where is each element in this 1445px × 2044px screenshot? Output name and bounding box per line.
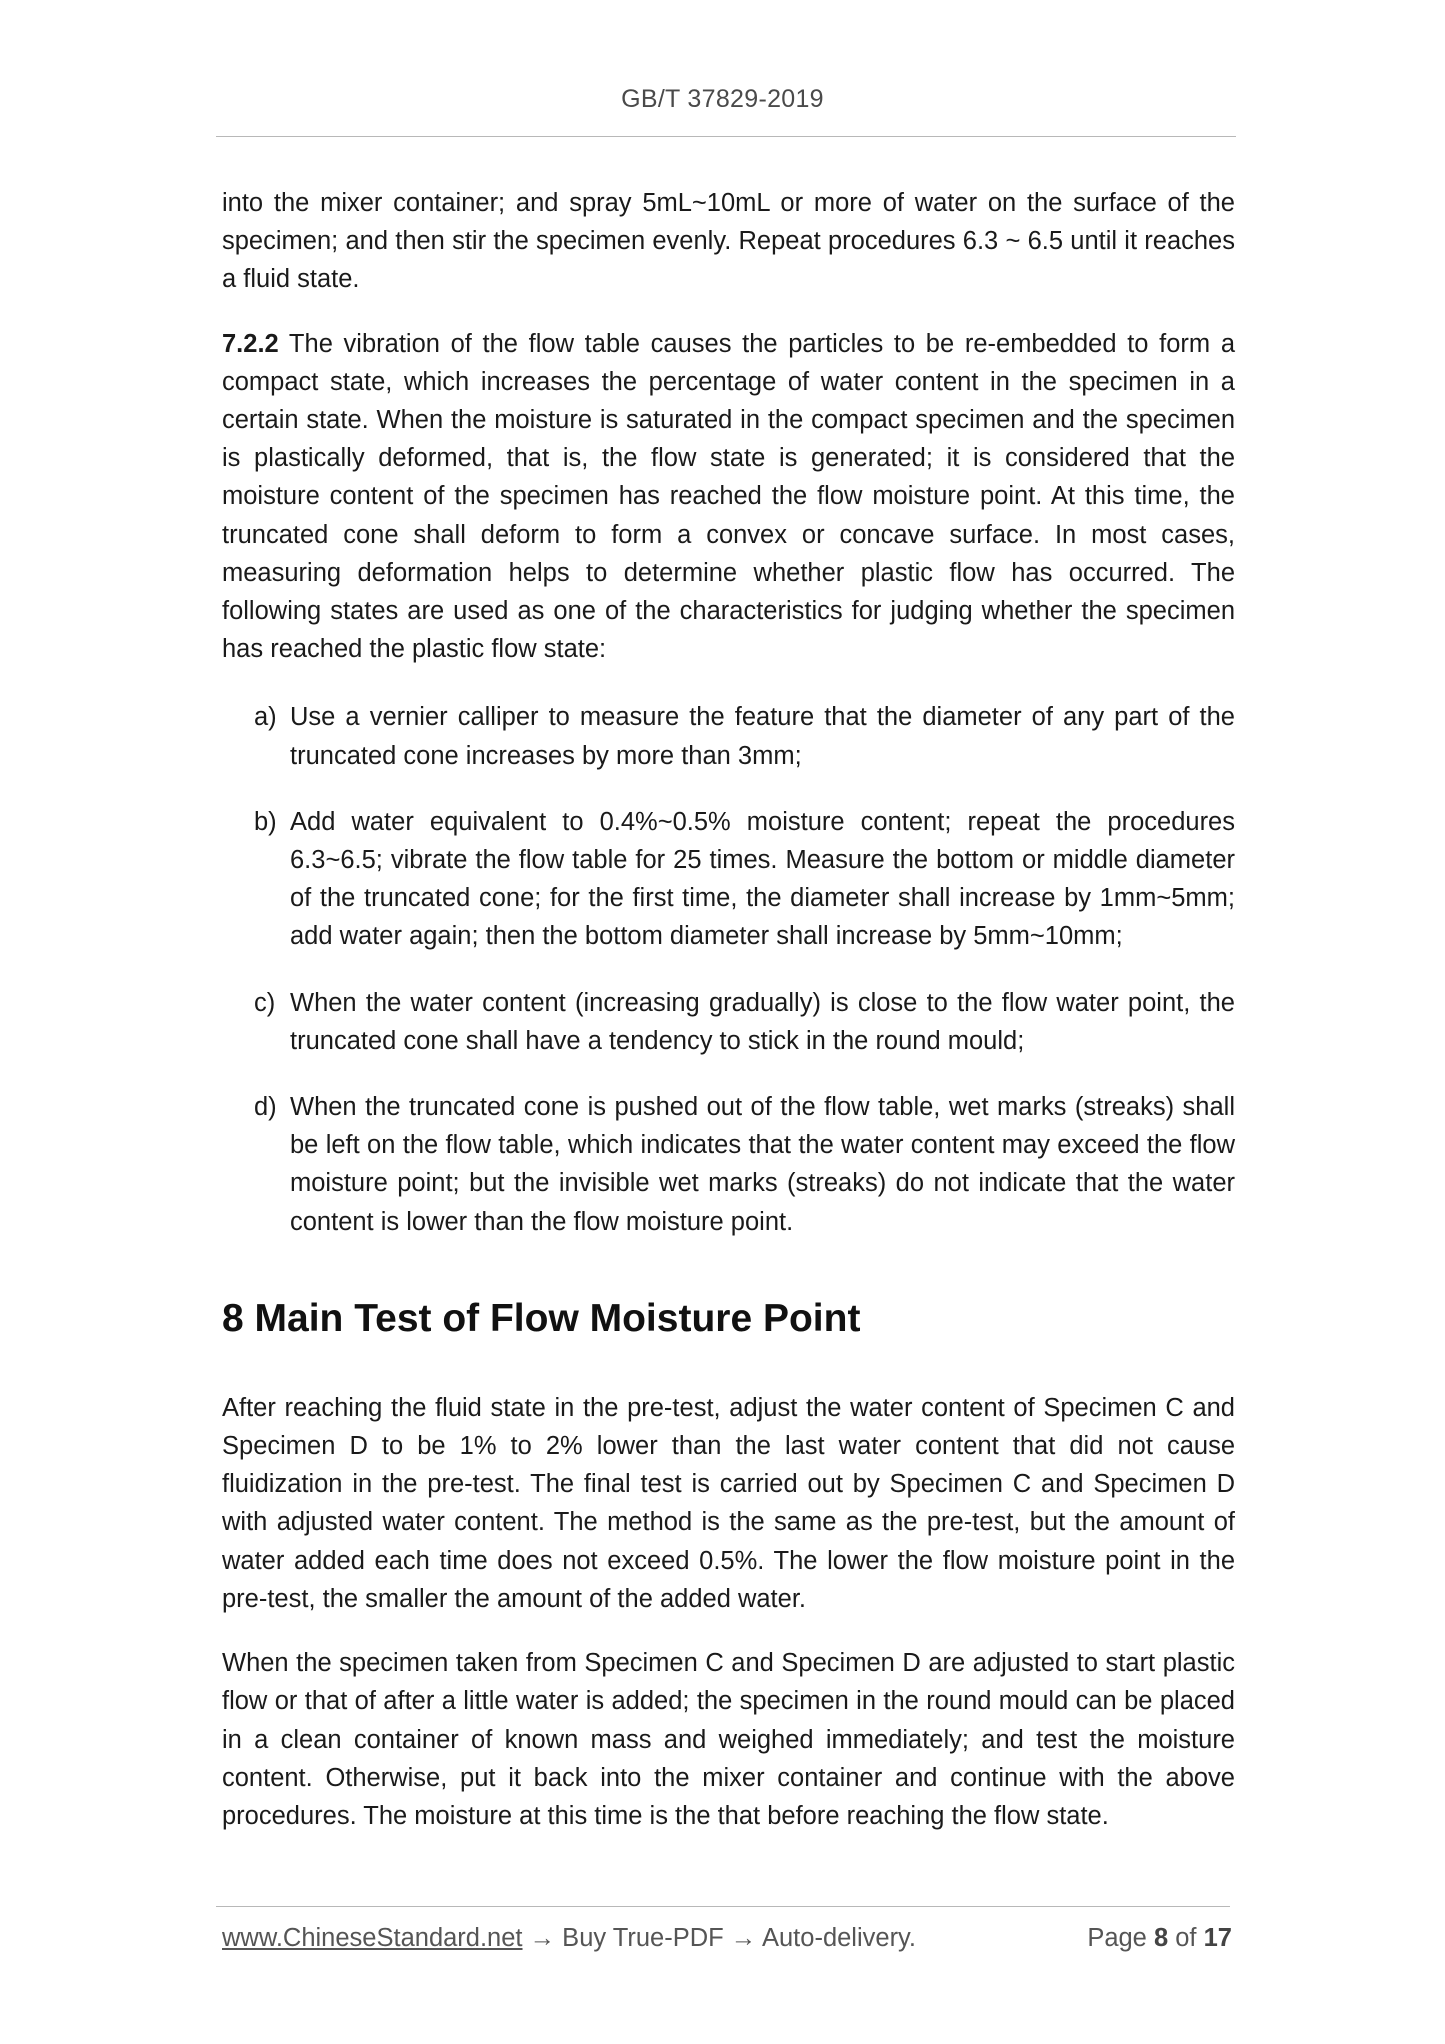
page-body	[222, 184, 1235, 1835]
website-link[interactable]: www.ChineseStandard.net	[222, 1924, 523, 1952]
list-item	[254, 698, 1235, 774]
clause-text: The vibration of the flow table causes the particles to be re-embedded to form a compact state, which increases the percentage of water content in the specimen in a certain state. When the moisture is saturated in the compact specimen and the specimen is plastically deformed, that is, the flow state is generated; it is considered that the moisture content of the specimen has reached the flow moisture point. At this time, the truncated cone shall deform to form a convex or concave surface. In most cases, measuring deformation helps to determine whether plastic flow has occurred. The following states are used as one of the characteristics for judging whether the specimen has reached the plastic flow state:	[222, 329, 1235, 664]
list-item-text: Add water equivalent to 0.4%~0.5% moisture content; repeat the procedures 6.3~6.5; vibrate the flow table for 25 times. Measure the bottom or middle diameter of the truncated cone; for the first time, the diameter shall increase by 1mm~5mm; add water again; then the bottom diameter shall increase by 5mm~10mm;	[290, 807, 1235, 951]
list-item-text: When the water content (increasing gradually) is close to the flow water point, the truncated cone shall have a tendency to stick in the round mould;	[290, 988, 1235, 1055]
list-item-text: When the truncated cone is pushed out of the flow table, wet marks (streaks) shall be left on the flow table, which indicates that the water content may exceed the flow moisture point; but the invisible wet marks (streaks) do not indicate that the water content is lower than the flow moisture point.	[290, 1093, 1235, 1236]
page-label: Page	[1087, 1924, 1147, 1952]
list-item	[254, 803, 1235, 956]
list-item-text: Use a vernier calliper to measure the feature that the diameter of any part of the truncated cone increases by more than 3mm;	[290, 703, 1235, 770]
document-id-header: GB/T 37829-2019	[621, 85, 824, 113]
clause-number: 7.2.2	[222, 329, 279, 358]
list-marker: d)	[254, 1093, 277, 1122]
clause-7-2-2-paragraph	[222, 325, 1235, 669]
page-current: 8	[1153, 1924, 1169, 1952]
footer-divider	[216, 1906, 1230, 1907]
page-of-label: of	[1175, 1924, 1197, 1952]
page-indicator	[1087, 1924, 1232, 1953]
list-marker: b)	[254, 807, 277, 836]
list-marker: a)	[254, 703, 277, 732]
page-footer	[222, 1924, 1232, 1953]
list-marker: c)	[254, 988, 276, 1017]
section-8-paragraph-1: After reaching the fluid state in the pre-test, adjust the water content of Specimen C and Specimen D to be 1% to 2% lower than the last water content that did not cause fluidization in the pre-test. The final test is carried out by Specimen C and Specimen D with adjusted water content. The method is the same as the pre-test, but the amount of water added each time does not exceed 0.5%. The lower the flow moisture point in the pre-test, the smaller the amount of the added water.	[222, 1393, 1235, 1613]
header-divider	[216, 136, 1236, 137]
page-total: 17	[1203, 1924, 1232, 1952]
section-8-paragraph-2: When the specimen taken from Specimen C and Specimen D are adjusted to start plastic flow or that of after a little water is added; the specimen in the round mould can be placed in a clean container of known mass and weighed immediately; and test the moisture content. Otherwise, put it back into the mixer container and continue with the above procedures. The moisture at this time is the that before reaching the flow state.	[222, 1649, 1235, 1830]
continuation-paragraph: into the mixer container; and spray 5mL~10mL or more of water on the surface of the specimen; and then stir the specimen evenly. Repeat procedures 6.3 ~ 6.5 until it reaches a fluid state.	[222, 189, 1235, 294]
list-item	[254, 1088, 1235, 1241]
section-8-heading: 8 Main Test of Flow Moisture Point	[222, 1296, 861, 1340]
list-item	[254, 984, 1235, 1060]
promo-text: → Buy True-PDF → Auto-delivery.	[522, 1924, 916, 1952]
plastic-flow-criteria-list	[222, 698, 1235, 1240]
